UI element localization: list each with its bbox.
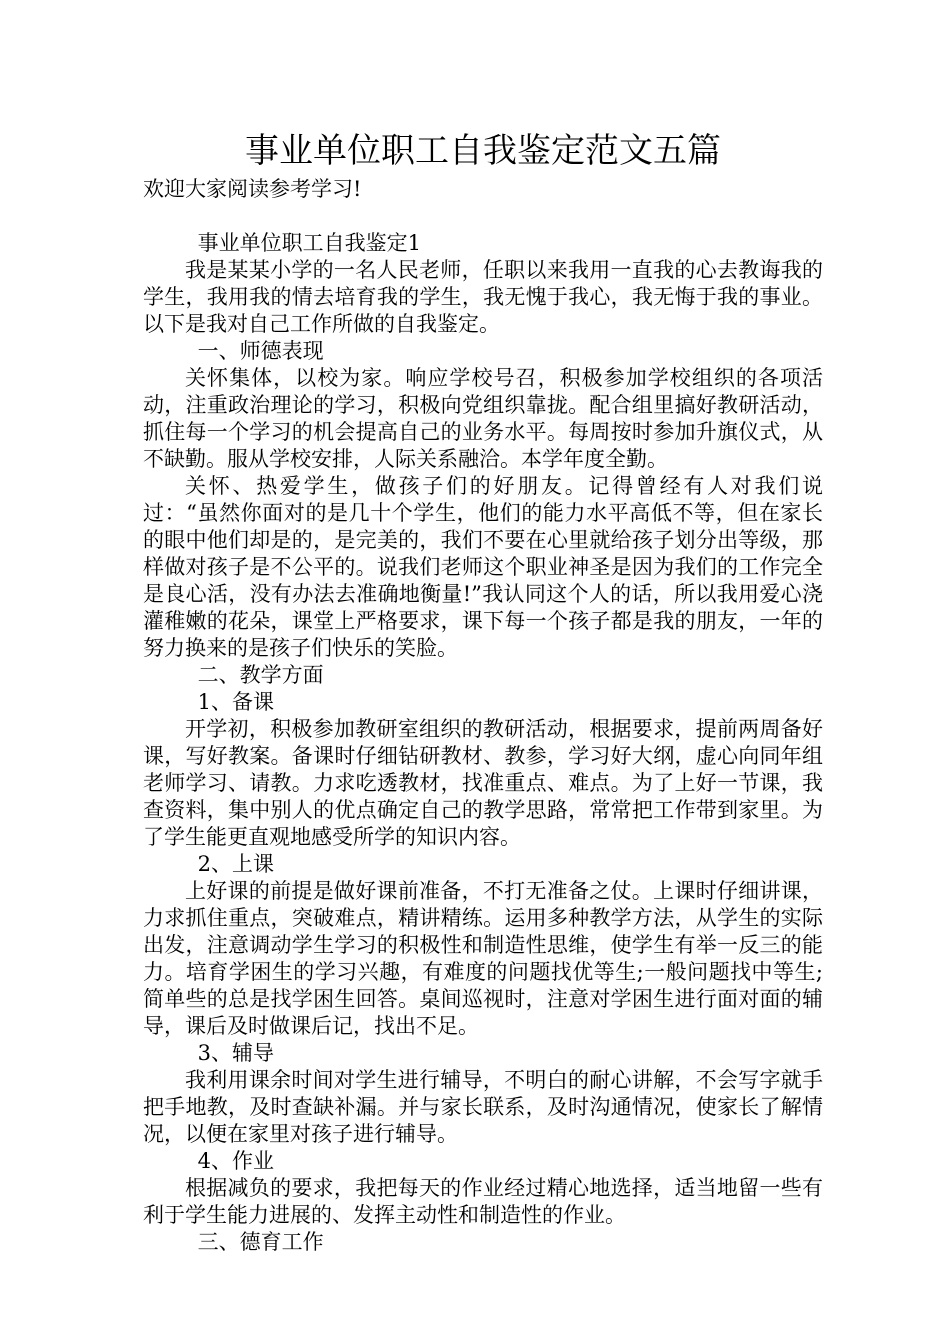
heading-moral: 三、德育工作 [197, 1230, 324, 1254]
paragraph-tutoring: 我利用课余时间对学生进行辅导，不明白的耐心讲解，不会写字就手把手地教，及时查缺补漏。并与家长联系，及时沟通情况，使家长了解情况，以便在家里对孩子进行辅导。 [143, 1068, 823, 1146]
paragraph-intro: 我是某某小学的一名人民老师，任职以来我用一直我的心去教诲我的学生，我用我的情去培育我的学生，我无愧于我心，我无悔于我的事业。以下是我对自己工作所做的自我鉴定。 [143, 258, 823, 336]
heading-class: 2、上课 [197, 852, 274, 876]
heading-ethics: 一、师德表现 [197, 339, 324, 363]
paragraph-homework: 根据减负的要求，我把每天的作业经过精心地选择，适当地留一些有利于学生能力进展的、发挥主动性和制造性的作业。 [143, 1176, 823, 1227]
heading-homework: 4、作业 [197, 1149, 274, 1173]
heading-teaching: 二、教学方面 [197, 663, 324, 687]
paragraph-prepare: 开学初，积极参加教研室组织的教研活动，根据要求，提前两周备好课，写好教案。备课时仔细钻研教材、教参，学习好大纲，虚心向同年组老师学习、请教。力求吃透教材，找准重点、难点。为了上好一节课，我查资料，集中别人的优点确定自己的教学思路，常常把工作带到家里。为了学生能更直观地感受所学的知识内容。 [143, 717, 823, 849]
section-title: 事业单位职工自我鉴定1 [197, 231, 421, 255]
heading-prepare: 1、备课 [197, 690, 274, 714]
document-page [143, 126, 823, 1256]
blank-line [143, 203, 823, 230]
paragraph-class: 上好课的前提是做好课前准备，不打无准备之仗。上课时仔细讲课，力求抓住重点，突破难点，精讲精练。运用多种教学方法，从学生的实际出发，注意调动学生学习的积极性和制造性思维，使学生有举一反三的能力。培育学困生的学习兴趣，有难度的问题找优等生;一般问题找中等生;简单些的总是找学困生回答。桌间巡视时，注意对学困生进行面对面的辅导，课后及时做课后记，找出不足。 [143, 879, 823, 1038]
intro-text: 欢迎大家阅读参考学习! [143, 177, 362, 201]
heading-tutoring: 3、辅导 [197, 1041, 274, 1065]
paragraph-students: 关怀、热爱学生，做孩子们的好朋友。记得曾经有人对我们说过：“虽然你面对的是几十个学生，他们的能力水平高低不等，但在家长的眼中他们却是的，是完美的，我们不要在心里就给孩子划分出等级，那样做对孩子是不公平的。说我们老师这个职业神圣是因为我们的工作完全是良心活，没有办法去准确地衡量!”我认同这个人的话，所以我用爱心浇灌稚嫩的花朵，课堂上严格要求，课下每一个孩子都是我的朋友，一年的努力换来的是孩子们快乐的笑脸。 [143, 474, 823, 660]
document-title: 事业单位职工自我鉴定范文五篇 [245, 131, 721, 171]
paragraph-collective: 关怀集体，以校为家。响应学校号召，积极参加学校组织的各项活动，注重政治理论的学习，积极向党组织靠拢。配合组里搞好教研活动，抓住每一个学习的机会提高自己的业务水平。每周按时参加升旗仪式，从不缺勤。服从学校安排，人际关系融洽。本学年度全勤。 [143, 366, 823, 471]
